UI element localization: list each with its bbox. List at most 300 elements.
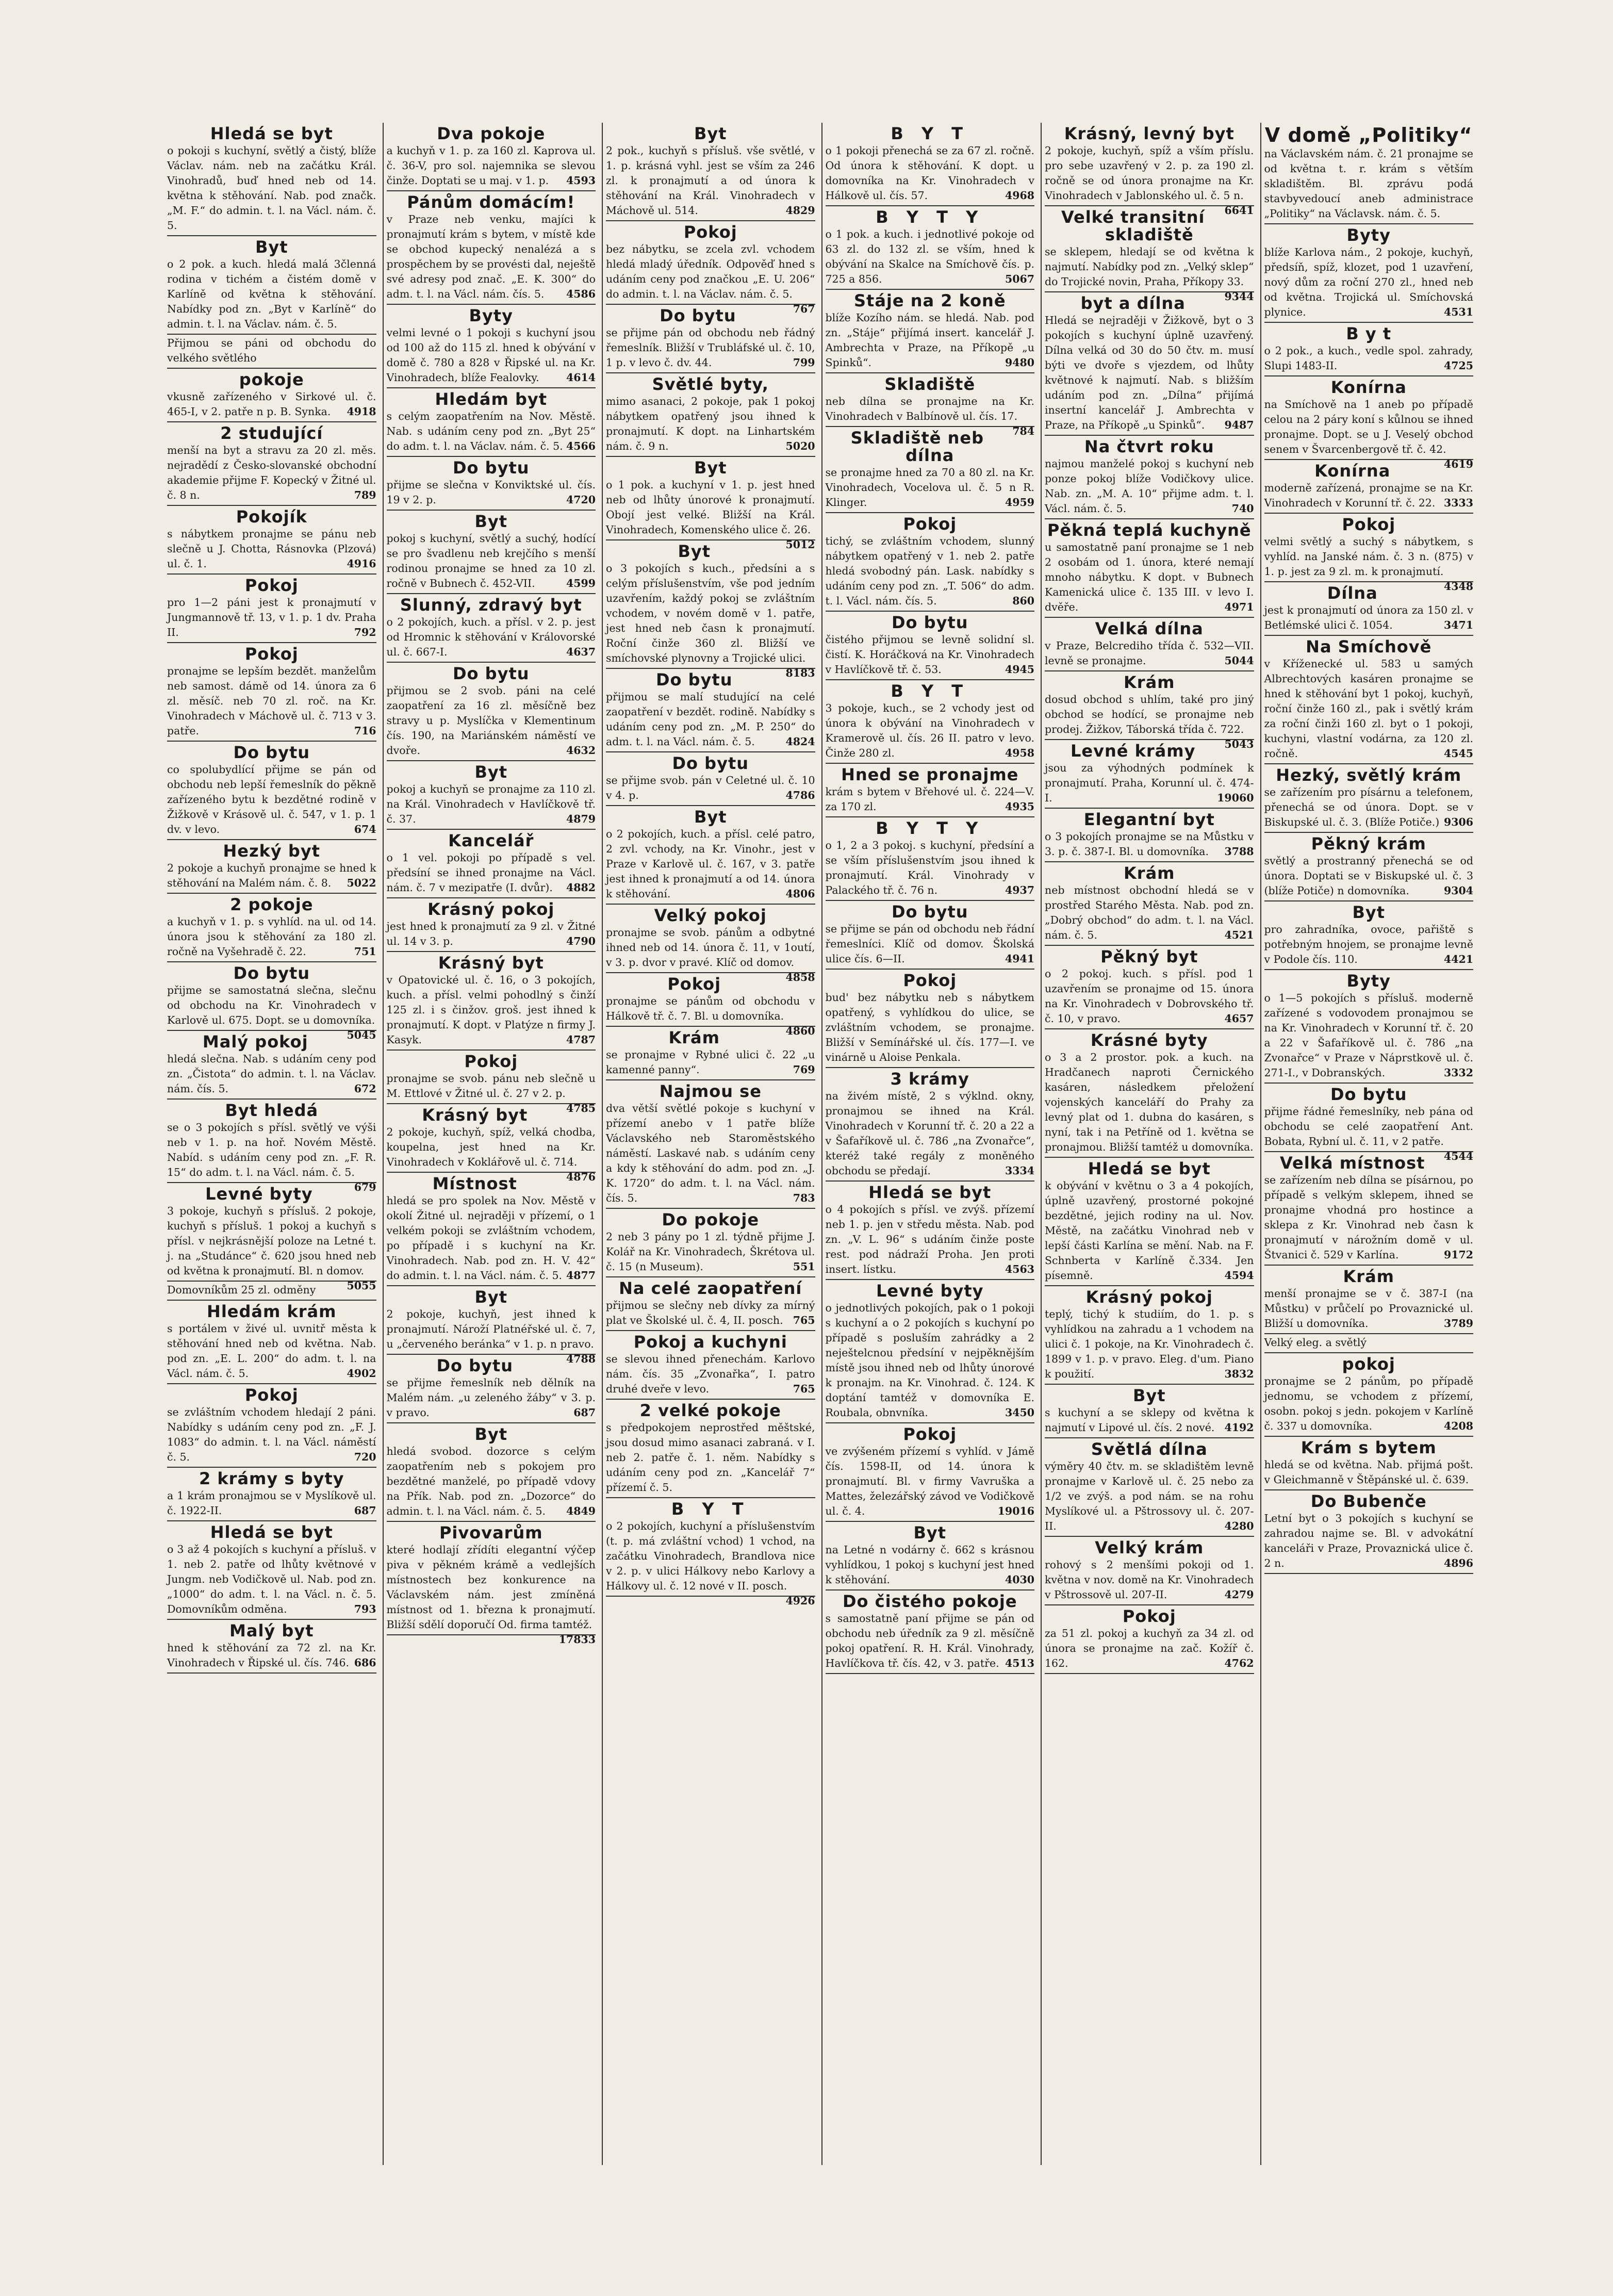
ad-title: Byt (678, 542, 711, 561)
classified-ad (1264, 123, 1474, 224)
ad-body: pokoj a kuchyň se pronajme za 110 zl. na Král. Vinohradech v Havlíčkově tř. č. 37. (386, 783, 596, 825)
ad-number: 4720 (566, 494, 596, 506)
classified-ad (606, 123, 815, 221)
ad-title: Na Smíchově (1306, 637, 1432, 657)
ad-text (606, 827, 815, 901)
ad-body: o 1 vel. pokoji po případě s vel. předsíní se ihned pronajme na Václ. nám. č. 7 v mezipatře (I. dvůr). (386, 851, 596, 894)
ad-text (387, 919, 596, 949)
ad-text (1264, 146, 1474, 221)
ad-title: Dílna (1327, 583, 1378, 603)
ad-number: 4637 (566, 646, 596, 658)
ad-body: o 2 pok. a kuch. hledá malá 3členná rodina v tichém a čistém domě v Karlíně od května k stěhování. Nabídky pod zn. „Byt v Karlíně“ do admin. t. l. na Václav. nám. č. 5. (167, 258, 376, 330)
classified-ad (826, 1182, 1035, 1280)
ad-body: s kuchyní a se sklepy od května k najmutí v Lipové ul. čís. 2 nové. (1045, 1406, 1254, 1434)
ad-title: Byt (694, 807, 727, 827)
ad-number: 4586 (566, 288, 596, 300)
classified-ad (606, 373, 815, 457)
classified-ad (1264, 901, 1474, 970)
ad-title: Pokoj (903, 971, 957, 990)
classified-ad (387, 761, 596, 830)
ad-number: 8183 (785, 667, 815, 679)
ad-text (826, 990, 1035, 1065)
ad-number: 4959 (1005, 496, 1034, 509)
ad-number: 9344 (1224, 290, 1254, 303)
ad-text (1264, 1374, 1474, 1434)
ad-body: 2 pokoje, kuchyň, spíž, velká chodba, koupelna, jest hned na Kr. Vinohradech v Koklářově ul. č. 714. (386, 1126, 596, 1168)
ad-body: na živém místě, 2 s výklnd. okny, pronajmou se ihned na Král. Vinohradech v Korunní tř. č. 20 a 22 a v Šafaříkově ul. č. 786 „na Zvonařce“, kteréž také regály z moněného obchodu se předají. (825, 1090, 1034, 1177)
ad-text (606, 773, 815, 803)
ad-body: o 2 pok., a kuch., vedle spol. zahrady, Slupi 1483-II. (1264, 345, 1473, 372)
ad-title: pokoje (239, 370, 304, 389)
classified-ad (386, 1051, 596, 1114)
classified-ad (606, 457, 815, 551)
classified-ad (1045, 1385, 1254, 1438)
ad-body: s portálem v živé ul. uvnitř města k stěhování hned neb od května. Nab. pod zn. „E. L. 200“ do adm. t. l. na Václ. nám. č. 5. (167, 1322, 376, 1380)
ad-title: Pokoj (244, 644, 299, 664)
column-4 (821, 123, 1038, 2165)
ad-text (826, 922, 1035, 966)
ad-title: Krám (1123, 673, 1175, 692)
ad-number: 4785 (566, 1102, 596, 1114)
ad-body: 2 neb 3 pány po 1 zl. týdně přijme J. Kolář na Kr. Vinohradech, Škrétova ul. č. 15 (n Museum). (606, 1231, 815, 1273)
column-2 (383, 123, 599, 2165)
classified-ad (606, 905, 815, 983)
classified-ad (1045, 946, 1254, 1029)
classified-ad (826, 427, 1035, 513)
ad-title: Hezký, světlý krám (1276, 765, 1462, 785)
ad-text (386, 1071, 596, 1114)
ad-body: výměry 40 čtv. m. se skladištěm levně pronajme v Karlově ul. č. 25 nebo za 1/2 ve zvýš. a pod nám. se na rohu Myslíkové ul. a Pštrossovy ul. č. 207-II. (1045, 1460, 1254, 1532)
ad-body: s předpokojem neprostřed měštské, jsou dosud mimo asanaci zabraná. v I. neb 2. patře č. 1. něm. Nabídky s udáním ceny pod zn. „Kancelář 7“ přízemí č. 5. (606, 1421, 815, 1494)
ad-body: Hledá se nejraději v Žižkově, byt o 3 pokojích s kuchyní úplně uzavřený. Dílna velká od 30 do 50 čtv. m. musí býti ve dvoře s vjezdem, od lhůty květnové k najmutí. Nab. s bližším udáním pod zn. „Dílna“ přijímá insertní kancelář J. Ambrechta v Praze, na Příkopě „u Spinků“. (1045, 314, 1254, 431)
ad-body: neb místnost obchodní hledá se v prostřed Starého Města. Nab. pod zn. „Dobrý obchod“ do adm. t. l. na Václ. nám. č. 5. (1045, 884, 1254, 941)
ad-text (606, 1101, 815, 1206)
ad-number: 4657 (1224, 1012, 1254, 1025)
ad-number: 4849 (566, 1505, 596, 1517)
classified-ad (826, 970, 1035, 1068)
ad-number: 4896 (1443, 1557, 1473, 1569)
classified-ad (606, 540, 815, 679)
ad-text (1045, 761, 1254, 806)
ad-body: najmou manželé pokoj s kuchyní neb ponze pokoj blíže Vodičkovy ulice. Nab. zn. „M. A. 10“ přijme adm. t. l. Václ. nám. č. 5. (1045, 457, 1254, 515)
ad-number: 551 (793, 1260, 815, 1273)
ad-body: neb dílna se pronajme na Kr. Vinohradech v Balbínově ul. čís. 17. (825, 395, 1034, 422)
ad-number: 4945 (1005, 663, 1034, 676)
classified-ad (606, 669, 815, 752)
ad-text (1045, 1405, 1254, 1435)
ad-number: 4208 (1443, 1420, 1473, 1432)
ad-body: bud' bez nábytku neb s nábytkem opatřený, s vyhlídkou do ulice, se zvláštním vchodem, se pronajme. Bližší v Semínářské ul. čís. 177—I. ve vinárně u Aloise Penkala. (825, 991, 1034, 1063)
ad-text (386, 1307, 596, 1365)
classified-ad (387, 1173, 596, 1286)
ad-title: Pokoj (1122, 1606, 1176, 1626)
ad-text (387, 1444, 596, 1519)
ad-title: Pokoj (903, 514, 957, 534)
ad-body: se zařízením pro písárnu a telefonem, přenechá se od února. Dopt. se v Biskupské ul. č. 3. (Blíže Potiče.) (1264, 786, 1473, 828)
ad-number: 4030 (1005, 1573, 1034, 1586)
ad-text (1264, 1104, 1474, 1162)
ad-body: s celým zaopatřením na Nov. Městě. Nab. s udáním ceny pod zn. „Byt 25“ do adm. t. l. na Václav. nám. č. 5. (386, 410, 596, 452)
ad-title: Do bytu (452, 458, 530, 478)
ad-body: se přijme se pán od obchodu neb řádní řemeslníci. Klíč od domov. Školská ulice čís. 6—II. (825, 923, 1034, 965)
ad-body: o jednotlivých pokojích, pak o 1 pokoji s kuchyní a o 2 pokojích s kuchyní po případě s posluším zahrádky a 2 neještelcnou předsíní v nejpěknějším místě jsou ihned neb od lhůty únorové k pronajm. na Kr. Vinohrad. č. 124. K doptání tamtéž v domovníka E. Roubala, obnvníka. (825, 1302, 1034, 1419)
ad-text (167, 389, 376, 419)
ad-title: Pěkný krám (1311, 834, 1426, 854)
classified-ad (167, 369, 376, 422)
ad-title: V domě „Politiky“ (1264, 124, 1473, 146)
ad-body: přijme se samostatná slečna, slečnu od obchodu na Kr. Vinohradech v Karlově ul. 675. Dopt. se u domovníka. (167, 984, 376, 1026)
ad-body: pronajme se lepším bezdět. manželům neb samost. dámě od 14. února za 6 zl. měsíč. neb 70 zl. roč. na Kr. Vinohradech v Máchově ul. č. 713 v 3. patře. (167, 665, 376, 737)
ad-number: 4348 (1443, 580, 1473, 593)
ad-number: 4521 (1224, 929, 1254, 941)
ad-number: 3788 (1224, 845, 1254, 858)
ad-title: B Y T (891, 124, 969, 143)
ad-title: Skladiště (884, 374, 976, 394)
ad-title: Velké transitní skladiště (1061, 207, 1205, 244)
classified-ad (167, 643, 376, 742)
ad-body: co spolubydlící přijme se pán od obchodu neb lepší řemeslník do pěkně zařízeného bytu k bezdětné rodině v Žižkově v Krásově ul. č. 547, v 1. p. 1 dv. v levo. (167, 763, 376, 835)
ad-text (826, 838, 1035, 898)
ad-title: Hledá se byt (210, 124, 333, 143)
classified-ad (387, 663, 596, 761)
ad-body: Přijmou se páni od obchodu do velkého světlého (167, 337, 376, 364)
ad-text (606, 325, 815, 370)
ad-body: 2 pokoje, kuchyň, spíž a vším příslu. pro sebe uzavřený v 2. p. za 190 zl. ročně se od února pronajme na Kr. Vinohradech v Jablonského ul. č. 5 n. (1045, 144, 1254, 202)
ad-number: 4790 (566, 935, 596, 947)
ad-text (826, 534, 1035, 609)
ad-body: se přijme pán od obchodu neb řádný řemeslník. Bližší v Trubláfské ul. č. 10, 1 p. v levo č. dv. 44. (606, 326, 815, 369)
ad-number: 720 (354, 1451, 376, 1463)
ad-text (825, 394, 1035, 437)
ad-text (1045, 1307, 1254, 1382)
classified-ad (606, 806, 815, 905)
classified-ad (826, 1068, 1035, 1182)
ad-number: 4879 (566, 813, 596, 825)
ad-title: B y t (1346, 324, 1392, 343)
ad-number: 769 (793, 1063, 815, 1076)
ad-text (387, 531, 596, 591)
ad-number: 4192 (1224, 1421, 1254, 1434)
ad-text (1264, 1511, 1474, 1571)
ad-title: Do bytu (436, 1356, 513, 1375)
ad-text (1264, 1335, 1474, 1350)
ad-number: 4280 (1224, 1520, 1254, 1532)
ad-title: Pokoj (1342, 515, 1396, 534)
classified-ad (1045, 123, 1254, 217)
ad-body: pronajme se pánům od obchodu v Hálkově tř. č. 7. Bl. u domovníka. (606, 995, 815, 1022)
ad-text (1045, 692, 1254, 750)
ad-text (387, 143, 596, 188)
ad-body: o 1—5 pokojích s přísluš. moderně zařízené s vodovodem pronajmou se na Kr. Vinohradech v Korunní tř. č. 20 a 22 v Šafaříkově ul. č. 786 „na Zvonařce“ v Praze v Náprstkově ul. č. 271-I., v Dobranských. (1264, 992, 1473, 1079)
ad-number: 4941 (1005, 953, 1034, 965)
classified-ad (1264, 764, 1474, 833)
ad-number: 5020 (785, 440, 815, 452)
ad-number: 765 (793, 1314, 815, 1326)
ad-body: v Kříženecké ul. 583 u samých Albrechtových kasáren pronajme se hned k stěhování byt 1 pokoj, kuchyň, roční činže 160 zl., pak i světlý krám za roční činži 160 zl. byt o 1 pokoji, kuchyni, vlastní vodárna, za 120 zl. ročně. (1264, 658, 1473, 760)
ad-text (606, 143, 815, 218)
ad-title: Světlá dílna (1091, 1439, 1208, 1459)
ad-number: 4829 (785, 204, 815, 217)
ad-text (606, 1352, 815, 1397)
ad-number: 4762 (1224, 1657, 1254, 1669)
ad-title: Slunný, zdravý byt (400, 595, 582, 615)
classified-ad (1264, 1334, 1474, 1353)
ad-text (606, 1229, 815, 1274)
ad-number: 4876 (566, 1171, 596, 1183)
ad-body: o 3 až 4 pokojích s kuchyní a přísluš. v 1. neb 2. patře od lhůty květnové v Jungm. neb Vodičkově ul. Nab. pod zn. „1000“ do adm. t. l. na Václ. n. č. 5. Domovníkům odměna. (167, 1543, 376, 1615)
ad-text (606, 394, 815, 454)
classified-ad (167, 1100, 376, 1193)
classified-ad (387, 191, 596, 305)
ad-number: 793 (354, 1603, 376, 1615)
ad-text (1045, 1050, 1254, 1155)
ad-number: 19016 (997, 1505, 1034, 1517)
classified-ad (826, 680, 1035, 764)
ad-number: 9487 (1224, 419, 1254, 431)
ad-title: Na čtvrt roku (1084, 437, 1214, 456)
classified-ad (167, 1620, 376, 1674)
ad-number: 767 (793, 303, 815, 315)
classified-ad (606, 1400, 815, 1498)
classified-ad (167, 894, 376, 962)
ad-text (1264, 603, 1474, 633)
ad-text (167, 1052, 376, 1096)
classified-ad (826, 817, 1035, 901)
ad-text (167, 336, 376, 366)
ad-text (606, 478, 815, 551)
ad-number: 4725 (1443, 359, 1473, 372)
classified-ad (387, 898, 596, 952)
ad-number: 4599 (566, 577, 596, 589)
ad-title: Byt (913, 1523, 947, 1543)
ad-text (167, 861, 376, 891)
ad-number: 4968 (1005, 189, 1034, 202)
ad-title: Na celé zaopatření (619, 1278, 802, 1298)
ad-body: rohový s 2 menšími pokoji od 1. května v nov. domě na Kr. Vinohradech v Pštrossově ul. 207-II. (1045, 1559, 1254, 1601)
ad-body: a 1 krám pronajmou se v Myslíkově ul. č. 1922-II. (167, 1489, 376, 1517)
ad-number: 784 (1012, 425, 1034, 437)
ad-body: teplý, tichý k studiím, do 1. p. s vyhlídkou na zahradu a 1 vchodem na ulici č. 1 pokoje, na Kr. Vinohradech č. 1899 v 1. p. v pravo. Eleg. d'um. Piano k použití. (1045, 1308, 1254, 1380)
classified-ad (387, 123, 596, 191)
ad-title: Krám (1343, 1267, 1394, 1286)
ad-text (387, 615, 596, 660)
ad-text (1045, 540, 1254, 615)
ad-title: Hledá se byt (210, 1522, 333, 1542)
ad-text (1264, 481, 1474, 511)
classified-ad (1264, 1490, 1474, 1574)
ad-text (606, 1047, 815, 1077)
ad-body: o 1 pok. a kuch. i jednotlivé pokoje od 63 zl. do 132 zl. se vším, hned k obývání na Skalce na Smíchově čís. p. 725 a 856. (825, 228, 1034, 285)
ad-title: 2 velké pokoje (639, 1401, 781, 1420)
ad-body: a kuchyň v 1. p. s vyhlíd. na ul. od 14. února jsou k stěhování za 180 zl. ročně na Vyšehradě č. 22. (167, 915, 376, 958)
ad-text (167, 595, 376, 640)
ad-title: Krásný byt (438, 953, 544, 973)
ad-body: Letní byt o 3 pokojích s kuchyní se zahradou najme se. Bl. v advokátní kanceláři v Praze, Provaznická ulice č. 2 n. (1264, 1512, 1473, 1569)
ad-title: B Y T Y (876, 207, 984, 227)
classified-ad (1045, 436, 1254, 519)
ad-body: jsou za výhodných podmínek k pronajmutí. Praha, Korunní ul. č. 474-I. (1045, 762, 1254, 804)
ad-text (387, 1193, 596, 1283)
ad-body: Velký eleg. a světlý (1264, 1336, 1367, 1349)
ad-text (826, 1301, 1035, 1420)
ad-body: menší na byt a stravu za 20 zl. měs. nejradědí z Česko-slovanské obchodní akademie přijme F. Kopecký v Žitné ul. č. 8 n. (167, 444, 376, 501)
classified-ad (606, 1331, 815, 1400)
ad-body: krám s bytem v Břehové ul. č. 224—V. za 170 zl. (825, 785, 1034, 813)
ad-text (1045, 1626, 1254, 1671)
ad-text (1264, 922, 1474, 967)
ad-body: u samostatně paní pronajme se 1 neb 2 osobám od 1. února, které nemají mnoho nábytku. K dopt. v Bubnech Kamenická ulice č. 135 III. v levo I. dvěře. (1045, 541, 1254, 613)
ad-body: hledá se pro spolek na Nov. Městě v okolí Žitné ul. nejraději v přízemí, o 1 velkém pokoji se zvláštním vchodem, po případě i s kuchyní na Kr. Vinohradech. Nab. pod zn. H. V. 42“ do admin. t. l. na Václ. nám. č. 5. (386, 1194, 596, 1282)
ad-number: 4971 (1224, 601, 1254, 613)
classified-ad (387, 1423, 596, 1522)
ad-text (1045, 883, 1254, 943)
ad-text (826, 1543, 1035, 1587)
ad-text (1045, 1557, 1254, 1602)
ad-text (1264, 991, 1474, 1080)
ad-title: B Y T Y (876, 818, 984, 838)
ad-text (167, 762, 376, 837)
classified-ad (1045, 1605, 1254, 1674)
ad-title: Krásný pokoj (1085, 1287, 1213, 1307)
ad-number: 4937 (1005, 884, 1034, 896)
ad-title: Do pokoje (662, 1210, 760, 1229)
ad-number: 4935 (1005, 800, 1034, 813)
ad-number: 674 (354, 823, 376, 835)
ad-text (1264, 397, 1474, 470)
ad-number: 5044 (1224, 654, 1254, 667)
ad-text (387, 782, 596, 827)
ad-body: pro 1—2 páni jest k pronajmutí v Jungmannově tř. 13, v 1. p. 1 dv. Praha II. (167, 596, 376, 638)
classified-ad (826, 123, 1035, 206)
ad-title: B Y T (891, 681, 969, 701)
ad-number: 4902 (347, 1367, 376, 1380)
ad-number: 9172 (1443, 1249, 1473, 1261)
ad-body: na Václavském nám. č. 21 pronajme se od května t. r. krám s větším skladištěm. Bl. zprávu podá stavbyvedoucí aneb administrace „Politiky“ na Václavsk. nám. č. 5. (1264, 147, 1473, 220)
column-3 (602, 123, 818, 2165)
classified-ad (1264, 1353, 1474, 1437)
ad-title: Do bytu (233, 743, 310, 762)
ad-body: dosud obchod s uhlím, také pro jiný obchod se hodící, se pronajme neb prodej. Žižkov, Táborská třída č. 722. (1045, 693, 1254, 735)
ad-title: pokoj (1342, 1354, 1395, 1374)
classified-ad (387, 457, 596, 511)
ad-title: Elegantní byt (1083, 810, 1215, 829)
ad-text (1045, 966, 1254, 1026)
ad-body: které hodlají zřídíti elegantní výčep piva v pěkném krámě a vedlejších místnostech bez konkurence na Václavském nám. jest zmíněná místnost od 1. března k pronajmutí. Bližší sdělí doporučí Od. firma tamtéž. (386, 1544, 596, 1631)
ad-title: Malý pokoj (202, 1032, 308, 1052)
ad-number: 5012 (785, 538, 815, 551)
ad-body: dva větší světlé pokoje s kuchyní v přízemí anebo v 1 patře blíže Václavského neb Staroměstského náměstí. Laskavé nab. s udáním ceny a kdy k stěhování do adm. pod zn. „J. K. 1720“ do adm. t. l. na Václ. nám. čís. 5. (606, 1102, 815, 1204)
ad-body: hledá slečna. Nab. s udáním ceny pod zn. „Čistota“ do admin. t. l. na Václav. nám. čís. 5. (167, 1053, 376, 1095)
ad-text (606, 242, 815, 315)
classified-ad (1264, 970, 1474, 1084)
ad-text (167, 1641, 376, 1670)
ad-title: Dva pokoje (437, 124, 546, 143)
ad-title: Kancelář (448, 831, 534, 850)
classified-ad (167, 123, 376, 236)
classified-ad (1045, 519, 1254, 618)
ad-title: B Y T (671, 1499, 750, 1519)
ad-text (387, 850, 596, 895)
classified-ad (1045, 618, 1254, 671)
ad-number: 3789 (1443, 1317, 1473, 1330)
ad-body: se sklepem, hledají se od května k najmutí. Nabídky pod zn. „Velký sklep“ do Trojické novin, Praha, Příkopy 33. (1045, 245, 1254, 288)
ad-text (606, 561, 815, 679)
ad-number: 5022 (347, 877, 376, 889)
ad-body: hledá se od května. Nab. přijmá pošt. v Gleichmanně v Štěpánské ul. č. 639. (1264, 1458, 1473, 1486)
ad-number: 740 (1231, 502, 1254, 515)
ad-body: Domovníkům 25 zl. odměny (167, 1284, 316, 1296)
ad-number: 4619 (1443, 458, 1473, 470)
classified-ad (167, 575, 376, 643)
ad-body: bez nábytku, se zcela zvl. vchodem hledá mladý úředník. Odpověď hned s udáním ceny pod značkou „E. U. 206“ do admin. t. l. na Václav. nám. č. 5. (606, 243, 815, 300)
classified-ad (606, 752, 815, 806)
ad-body: se přijme svob. pán v Celetné ul. č. 10 v 4. p. (606, 774, 815, 801)
ad-body: 2 pokoje a kuchyň pronajme se hned k stěhování na Malém nám. č. 8. (167, 862, 376, 889)
classified-ad (167, 1468, 376, 1521)
ad-number: 799 (793, 356, 815, 369)
ad-text (387, 478, 596, 507)
ad-title: Do Bubenče (1310, 1491, 1427, 1511)
ad-body: přijmou se malí studující na celé zaopatření v bezdět. rodině. Nabídky s udáním ceny pod zn. „M. P. 250“ do adm. t. l. na Václ. nám. č. 5. (606, 691, 815, 748)
ad-text (1264, 245, 1474, 320)
ad-title: 2 studující (220, 423, 323, 443)
ad-title: Malý byt (229, 1621, 314, 1641)
ad-number: 5067 (1005, 273, 1034, 285)
classified-ad (826, 290, 1035, 373)
ad-body: 3 pokoje, kuch., se 2 vchody jest od února k obývání na Vinohradech v Kramerově ul. čís. 26 II. patro v levo. Činže 280 zl. (825, 702, 1034, 759)
ad-body: v Praze, Belcrediho třída č. 532—VII. levně se pronajme. (1045, 639, 1254, 667)
ad-number: 687 (573, 1406, 596, 1419)
ad-title: Pivovarům (439, 1523, 543, 1543)
ad-number: 17833 (558, 1633, 596, 1646)
ad-title: Velká dílna (1095, 619, 1204, 638)
ad-title: byt a dílna (1080, 293, 1186, 313)
classified-ad (1264, 1437, 1474, 1490)
ad-number: 4563 (1005, 1263, 1034, 1275)
classified-ad (167, 1521, 376, 1620)
ad-text (1045, 1178, 1254, 1283)
ad-title: Pokoj (464, 1052, 518, 1071)
ad-number: 3333 (1443, 497, 1473, 509)
ad-body: pokoj s kuchyní, světlý a suchý, hodící se pro švadlenu neb krejčího s menší rodinou pronajme se hned za 10 zl. ročně v Bubnech č. 452-VII. (386, 532, 596, 589)
ad-body: vkusně zařízeného v Sirkové ul. č. 465-I, v 2. patře n p. B. Synka. (167, 390, 376, 418)
classified-ad (826, 1423, 1035, 1522)
ad-text (826, 1444, 1035, 1519)
ad-title: Hledám byt (435, 389, 547, 409)
ad-body: k obývání v květnu o 3 a 4 pokojích, úplně uzavřený, prostorné pokojné bezdětné, jejich rodiny na ul. Nov. Městě, na začátku Vinohrad neb v lepší části Karlína se mění. Nab. na F. Schnberta v Karlíně č.334. Jen písemně. (1045, 1179, 1254, 1282)
ad-body: v Opatovické ul. č. 16, o 3 pokojích, kuch. a přísl. velmi pohodlný s činží 125 zl. i s činžov. groš. jest ihned k pronajmutí. K dopt. v Platýze n firmy J. Kasyk. (386, 974, 596, 1046)
ad-body: se přijme řemeslník neb dělník na Malém nám. „u zeleného žáby“ v 3. p. v pravo. (386, 1376, 596, 1419)
ad-number: 3332 (1443, 1067, 1473, 1079)
ad-number: 4614 (566, 371, 596, 384)
ad-title: Krám s bytem (1301, 1438, 1437, 1457)
ad-body: se pronajme hned za 70 a 80 zl. na Kr. Vinohradech, Vocelova ul. č. 5 n R. Klinger. (825, 466, 1034, 509)
ad-body: velmi levné o 1 pokoji s kuchyní jsou od 100 až do 115 zl. hned k obývání v domě č. 780 a 828 v Řipské ul. na Kr. Vinohradech, blíže Fealovky. (386, 326, 596, 384)
classified-ad (606, 305, 815, 373)
classified-ad (826, 764, 1035, 817)
ad-title: Velká místnost (1279, 1153, 1425, 1173)
ad-title: Byt (1352, 903, 1386, 922)
classified-ad (826, 901, 1035, 970)
ad-text (826, 632, 1035, 677)
classified-ad (1264, 224, 1474, 323)
ad-body: o 3 a 2 prostor. pok. a kuch. na Hradčanech naproti Černického kasáren, následkem přeložení vojenských kanceláří do Prahy za levný plat od 1. dubna do kasáren, s nyní, tak i na Petříně od 1. května se pronajmou. Bližší tamtéž u domovníka. (1045, 1051, 1254, 1153)
ad-title: Stáje na 2 koně (853, 291, 1006, 310)
ad-text (1264, 1457, 1474, 1487)
classified-ad (1264, 1266, 1474, 1334)
ad-body: hledá svobod. dozorce s celým zaopatřením neb s pokojem pro bezdětné manželé, po případě vdovy na Přík. Nab. pod zn. „Dozorce“ do admin. t. l. na Václ. nám. č. 5. (386, 1445, 596, 1517)
ad-title: Pokoj (903, 1424, 957, 1444)
